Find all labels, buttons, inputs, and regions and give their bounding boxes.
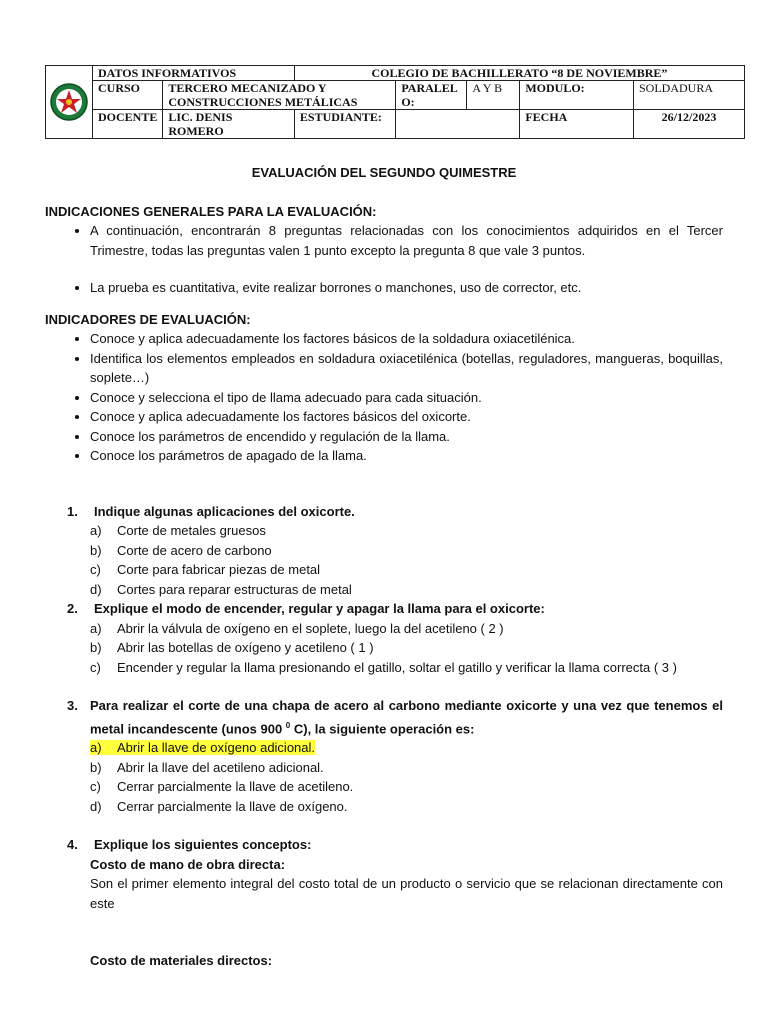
fecha-label: FECHA xyxy=(520,110,634,139)
school-crest-icon xyxy=(49,82,89,122)
datos-label: DATOS INFORMATIVOS xyxy=(93,66,295,81)
indicador-item: • Conoce y aplica adecuadamente los factores básicos de la soldadura oxiacetilénica. xyxy=(90,329,723,349)
indicador-item: • Conoce y aplica adecuadamente los factores básicos del oxicorte. xyxy=(90,407,723,427)
question-2: 2. Explique el modo de encender, regular y apagar la llama para el oxicorte: a) Abrir la válvula de oxígeno en el soplete, luego la del acetileno ( 2 ) b) Abrir las botellas de oxígeno y acetileno ( 1 ) c) Encender y regular la llama presionando el gatillo, soltar el gatillo y verificar la llama correcta ( 3 ) xyxy=(67,599,723,677)
q3-option-b: b) Abrir la llave del acetileno adicional. xyxy=(90,759,324,775)
question-4: 4. Explique los siguientes conceptos: Costo de mano de obra directa: Son el primer elemento integral del costo total de un producto o servicio que se relacionan directamente con este Costo de materiales directos: xyxy=(67,835,723,971)
q3-option-d: d) Cerrar parcialmente la llave de oxígeno. xyxy=(90,798,348,814)
indicaciones-heading: INDICACIONES GENERALES PARA LA EVALUACIÓN: xyxy=(45,203,377,219)
curso-label: CURSO xyxy=(93,81,163,110)
docente-value: LIC. DENIS ROMERO xyxy=(163,110,295,139)
estudiante-label: ESTUDIANTE: xyxy=(294,110,395,139)
indicaciones-list xyxy=(45,221,723,298)
spacer xyxy=(90,260,723,278)
question-3: 3. Para realizar el corte de una chapa de acero al carbono mediante oxicorte y una vez que tenemos el metal incandescente (unos 900 $^0$ C), la siguiente operación es: a) Abrir la llave de oxígeno adicional. b) Abrir la llave del acetileno adicional. c) Cerrar parcialmente la llave de acetileno. d) Cerrar parcialmente la llave de oxígeno. xyxy=(67,696,723,816)
question-4-text: Explique los siguientes conceptos: xyxy=(94,837,312,853)
concept-1-answer: Son el primer elemento integral del costo total de un producto o servicio que se relacionan directamente con este xyxy=(90,876,723,911)
indicadores-list xyxy=(45,329,723,466)
q1-option-d: d) Cortes para reparar estructuras de metal xyxy=(90,581,352,597)
q1-option-a: a) Corte de metales gruesos xyxy=(90,523,266,538)
concept-2-label: Costo de materiales directos: xyxy=(90,953,273,969)
q2-option-b: b) Abrir las botellas de oxígeno y acetileno ( 1 ) xyxy=(90,640,374,655)
question-1-text: Indique algunas aplicaciones del oxicorte. xyxy=(94,503,355,519)
school-logo-cell xyxy=(46,66,93,139)
q1-option-c: c) Corte para fabricar piezas de metal xyxy=(90,562,321,577)
q3-option-c: c) Cerrar parcialmente la llave de acetileno. xyxy=(90,779,354,795)
fecha-value: 26/12/2023 xyxy=(634,110,745,139)
indicacion-item: • La prueba es cuantitativa, evite realizar borrones o manchones, uso de corrector, etc. xyxy=(90,278,723,298)
exam-body xyxy=(45,158,723,971)
info-header-table xyxy=(45,65,745,139)
modulo-value: SOLDADURA xyxy=(634,81,745,110)
modulo-label: MODULO: xyxy=(520,81,634,110)
indicacion-item: • A continuación, encontrarán 8 preguntas relacionadas con los conocimientos adquiridos en el Tercer Trimestre, todas las preguntas valen 1 punto excepto la pregunta 8 que vale 3 puntos. xyxy=(90,221,723,260)
q2-option-c: c) Encender y regular la llama presionando el gatillo, soltar el gatillo y verificar la llama correcta ( 3 ) xyxy=(90,659,677,675)
indicadores-heading: INDICADORES DE EVALUACIÓN: xyxy=(45,311,251,327)
questions-list xyxy=(45,502,723,971)
indicador-item: • Conoce los parámetros de apagado de la llama. xyxy=(90,446,723,466)
question-2-text: Explique el modo de encender, regular y apagar la llama para el oxicorte: xyxy=(94,601,545,616)
question-3-text: Para realizar el corte de una chapa de acero al carbono mediante oxicorte y una vez que tenemos el metal incandescente (unos 900 $^0$ C), la siguiente operación es: xyxy=(90,698,723,736)
paralelo-label: PARALEL O: xyxy=(396,81,467,110)
indicador-item: • Conoce y selecciona el tipo de llama adecuado para cada situación. xyxy=(90,388,723,408)
q3-option-a-selected: a) Abrir la llave de oxígeno adicional. xyxy=(90,740,316,756)
docente-label: DOCENTE xyxy=(93,110,163,139)
q1-option-b: b) Corte de acero de carbono xyxy=(90,542,272,558)
concept-1-label: Costo de mano de obra directa: xyxy=(90,856,286,872)
exam-title: EVALUACIÓN DEL SEGUNDO QUIMESTRE xyxy=(251,165,517,180)
q2-option-a: a) Abrir la válvula de oxígeno en el soplete, luego la del acetileno ( 2 ) xyxy=(90,620,504,636)
indicador-item: • Conoce los parámetros de encendido y regulación de la llama. xyxy=(90,427,723,447)
indicador-item: • Identifica los elementos empleados en soldadura oxiacetilénica (botellas, reguladores, mangueras, boquillas, soplete…) xyxy=(90,349,723,388)
curso-value: TERCERO MECANIZADO Y CONSTRUCCIONES METÁLICAS xyxy=(163,81,396,110)
estudiante-value-field[interactable] xyxy=(396,110,520,139)
question-1: 1. Indique algunas aplicaciones del oxicorte. a) Corte de metales gruesos b) Corte de acero de carbono c) Corte para fabricar piezas de metal d) Cortes para reparar estructuras de metal xyxy=(67,502,723,600)
school-name: COLEGIO DE BACHILLERATO “8 DE NOVIEMBRE” xyxy=(294,66,744,81)
paralelo-value: A Y B xyxy=(467,81,520,110)
